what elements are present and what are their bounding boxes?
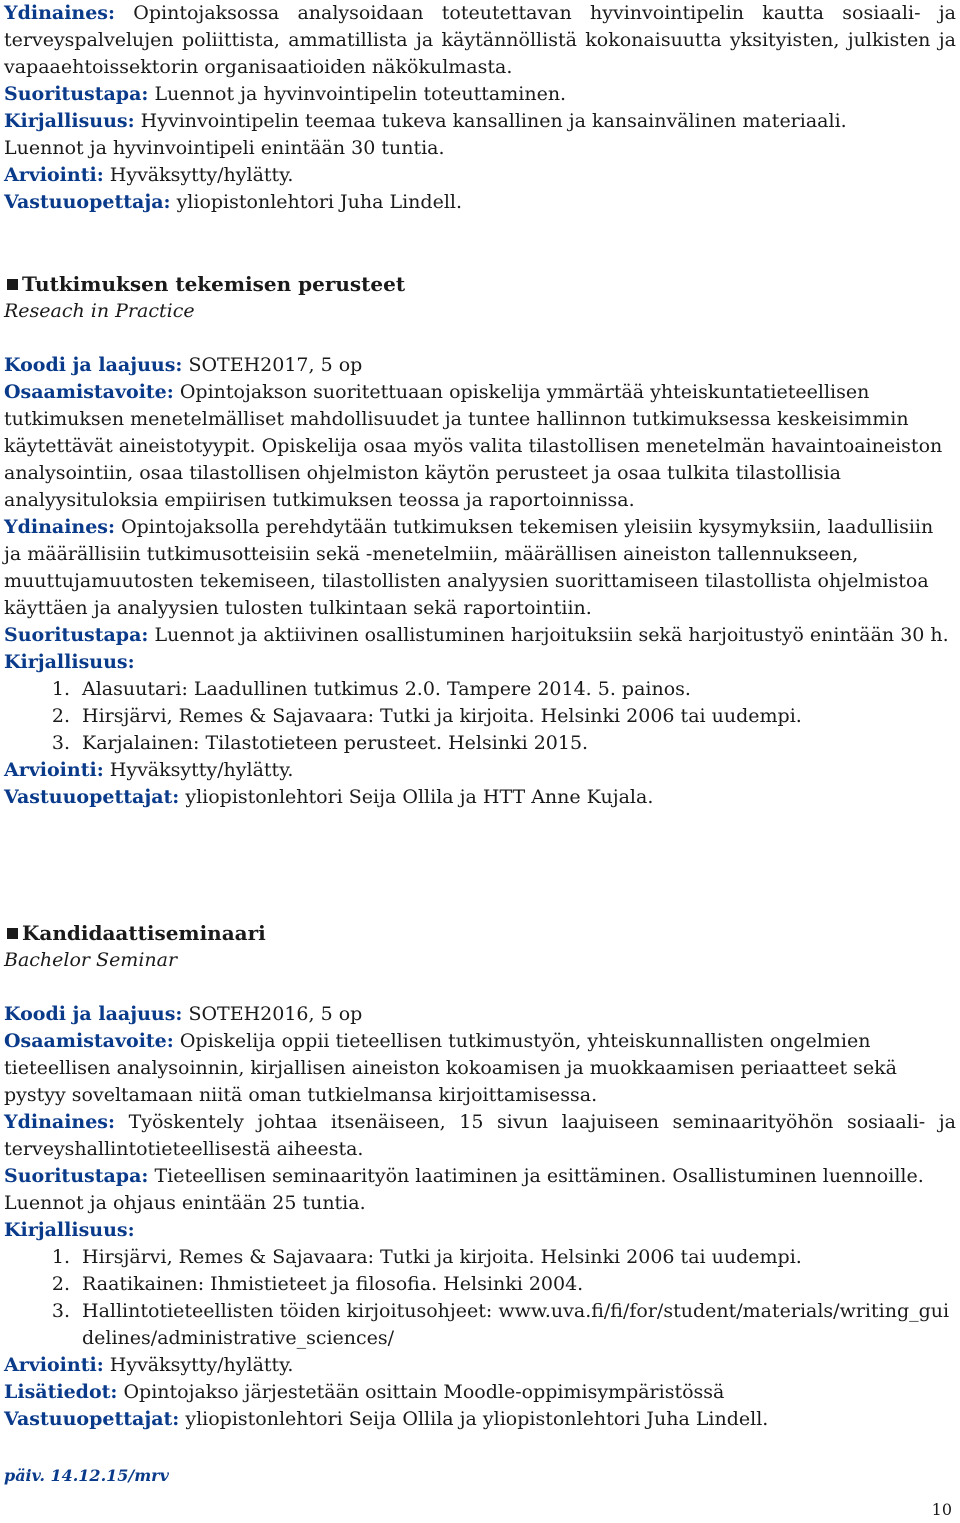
course-vastuu: Vastuuopettajat: yliopistonlehtori Seija Ollila ja yliopistonlehtori Juha Lindell. — [4, 1408, 769, 1430]
vastuuopettajat-label: Vastuuopettajat: — [4, 786, 180, 808]
course-koodi: Koodi ja laajuus: SOTEH2016, 5 op — [4, 1003, 363, 1025]
list-item: 3. Karjalainen: Tilastotieteen perusteet. Helsinki 2015. — [51, 732, 589, 754]
course-subtitle: Bachelor Seminar — [4, 949, 178, 971]
intro-ydinaines: Ydinaines: Opintojaksossa analysoidaan toteutettavan hyvinvointipelin kautta sosiaali- ja terveyspalvelujen poliittista, ammatillista ja käytännöllistä kokonaisuutta yksityisten, julkisten ja vapaaehtoissektorin organisaatioiden näkökulmasta. — [4, 2, 956, 78]
course-title: Kandidaattiseminaari — [4, 920, 956, 947]
koodi-label: Koodi ja laajuus: — [4, 1003, 183, 1025]
course-ydinaines: Ydinaines: Työskentely johtaa itsenäiseen, 15 sivun laajuiseen seminaarityöhön sosiaali- ja terveyshallintotieteellisestä aiheesta. — [4, 1111, 956, 1160]
course-ydinaines: Ydinaines: Opintojaksolla perehdytään tutkimuksen tekemisen yleisiin kysymyksiin, laadullisiin ja määrällisiin tutkimusotteisiin sekä -menetelmiin, määrällisen aineiston tallennukseen, muuttujamuutosten tekemiseen, tilastollisten analyysien suorittamiseen tilastollista ohjelmistoa käyttäen ja analyysien tulosten tulkintaan sekä raportointiin. — [4, 516, 934, 619]
lisatiedot-label: Lisätiedot: — [4, 1381, 118, 1403]
intro-suoritustapa: Suoritustapa: Luennot ja hyvinvointipelin toteuttaminen. — [4, 83, 567, 105]
page-number: 10 — [931, 1500, 952, 1519]
suoritustapa-label: Suoritustapa: — [4, 624, 149, 646]
course-tutkimuksen-tekemisen-perusteet — [4, 271, 956, 811]
vastuuopettajat-label: Vastuuopettajat: — [4, 1408, 180, 1430]
kirjallisuus-label: Kirjallisuus: — [4, 110, 135, 132]
osaamistavoite-label: Osaamistavoite: — [4, 1030, 174, 1052]
course-suoritustapa: Suoritustapa: Luennot ja aktiivinen osallistuminen harjoituksiin sekä harjoitustyö enintään 30 h. — [4, 624, 949, 646]
course-arviointi: Arviointi: Hyväksytty/hylätty. — [4, 1354, 294, 1376]
ydinaines-label: Ydinaines: — [4, 516, 116, 538]
square-bullet-icon — [7, 279, 18, 290]
spacer — [4, 974, 956, 1001]
intro-luennot: Luennot ja hyvinvointipeli enintään 30 tuntia. — [4, 137, 445, 159]
course-arviointi: Arviointi: Hyväksytty/hylätty. — [4, 759, 294, 781]
course-lisatiedot: Lisätiedot: Opintojakso järjestetään osittain Moodle-oppimisympäristössä — [4, 1381, 725, 1403]
intro-kirjallisuus: Kirjallisuus: Hyvinvointipelin teemaa tukeva kansallinen ja kansainvälinen materiaali. — [4, 110, 847, 132]
list-item: 2. Hirsjärvi, Remes & Sajavaara: Tutki ja kirjoita. Helsinki 2006 tai uudempi. — [51, 705, 802, 727]
literature-list — [4, 1244, 956, 1352]
list-item: 1. Alasuutari: Laadullinen tutkimus 2.0. Tampere 2014. 5. painos. — [51, 678, 691, 700]
course-osaamistavoite: Osaamistavoite: Opiskelija oppii tieteellisen tutkimustyön, yhteiskunnallisten ongelmien tieteellisen analysoinnin, kirjallisen aineiston kokoamisen ja muokkaamisen periaatteet sekä pystyy soveltamaan niitä oman tutkielmansa kirjoittamisessa. — [4, 1030, 897, 1106]
course-title: Tutkimuksen tekemisen perusteet — [4, 271, 956, 298]
intro-section — [4, 0, 956, 216]
literature-list — [4, 676, 956, 757]
course-vastuu: Vastuuopettajat: yliopistonlehtori Seija Ollila ja HTT Anne Kujala. — [4, 786, 654, 808]
ydinaines-label: Ydinaines: — [4, 1111, 116, 1133]
arviointi-label: Arviointi: — [4, 164, 104, 186]
list-item: 3. Hallintotieteellisten töiden kirjoitusohjeet: www.uva.fi/fi/for/student/materials/writing_guidelines/administrative_sciences/ — [51, 1300, 950, 1349]
footer — [4, 1462, 956, 1489]
list-item: 2. Raatikainen: Ihmistieteet ja filosofia. Helsinki 2004. — [51, 1273, 584, 1295]
ydinaines-label: Ydinaines: — [4, 2, 116, 24]
suoritustapa-label: Suoritustapa: — [4, 83, 149, 105]
intro-vastuu: Vastuuopettaja: yliopistonlehtori Juha Lindell. — [4, 191, 463, 213]
vastuuopettaja-label: Vastuuopettaja: — [4, 191, 171, 213]
course-osaamistavoite: Osaamistavoite: Opintojakson suoritettuaan opiskelija ymmärtää yhteiskuntatieteellisen tutkimuksen menetelmälliset mahdollisuudet ja tuntee hallinnon tutkimuksessa keskeisimmin käytettävät aineistotyypit. Opiskelija osaa myös valita tilastollisen menetelmän havaintoaineiston analysointiin, osaa tilastollisen ohjelmiston käytön perusteet ja osaa tulkita tilastollisia analyysituloksia empiirisen tutkimuksen teossa ja raportoinnissa. — [4, 381, 943, 511]
kirjallisuus-label: Kirjallisuus: — [4, 1219, 135, 1241]
footer-date: päiv. 14.12.15/mrv — [4, 1466, 169, 1485]
arviointi-label: Arviointi: — [4, 759, 104, 781]
kirjallisuus-label: Kirjallisuus: — [4, 651, 135, 673]
koodi-label: Koodi ja laajuus: — [4, 354, 183, 376]
course-subtitle: Reseach in Practice — [4, 300, 195, 322]
suoritustapa-label: Suoritustapa: — [4, 1165, 149, 1187]
square-bullet-icon — [7, 928, 18, 939]
osaamistavoite-label: Osaamistavoite: — [4, 381, 174, 403]
intro-arviointi: Arviointi: Hyväksytty/hylätty. — [4, 164, 294, 186]
course-koodi: Koodi ja laajuus: SOTEH2017, 5 op — [4, 354, 363, 376]
course-suoritustapa: Suoritustapa: Tieteellisen seminaarityön laatiminen ja esittäminen. Osallistuminen luennoille. Luennot ja ohjaus enintään 25 tuntia. — [4, 1165, 924, 1214]
list-item: 1. Hirsjärvi, Remes & Sajavaara: Tutki ja kirjoita. Helsinki 2006 tai uudempi. — [51, 1246, 802, 1268]
course-kandidaattiseminaari — [4, 920, 956, 1433]
arviointi-label: Arviointi: — [4, 1354, 104, 1376]
spacer — [4, 325, 956, 352]
